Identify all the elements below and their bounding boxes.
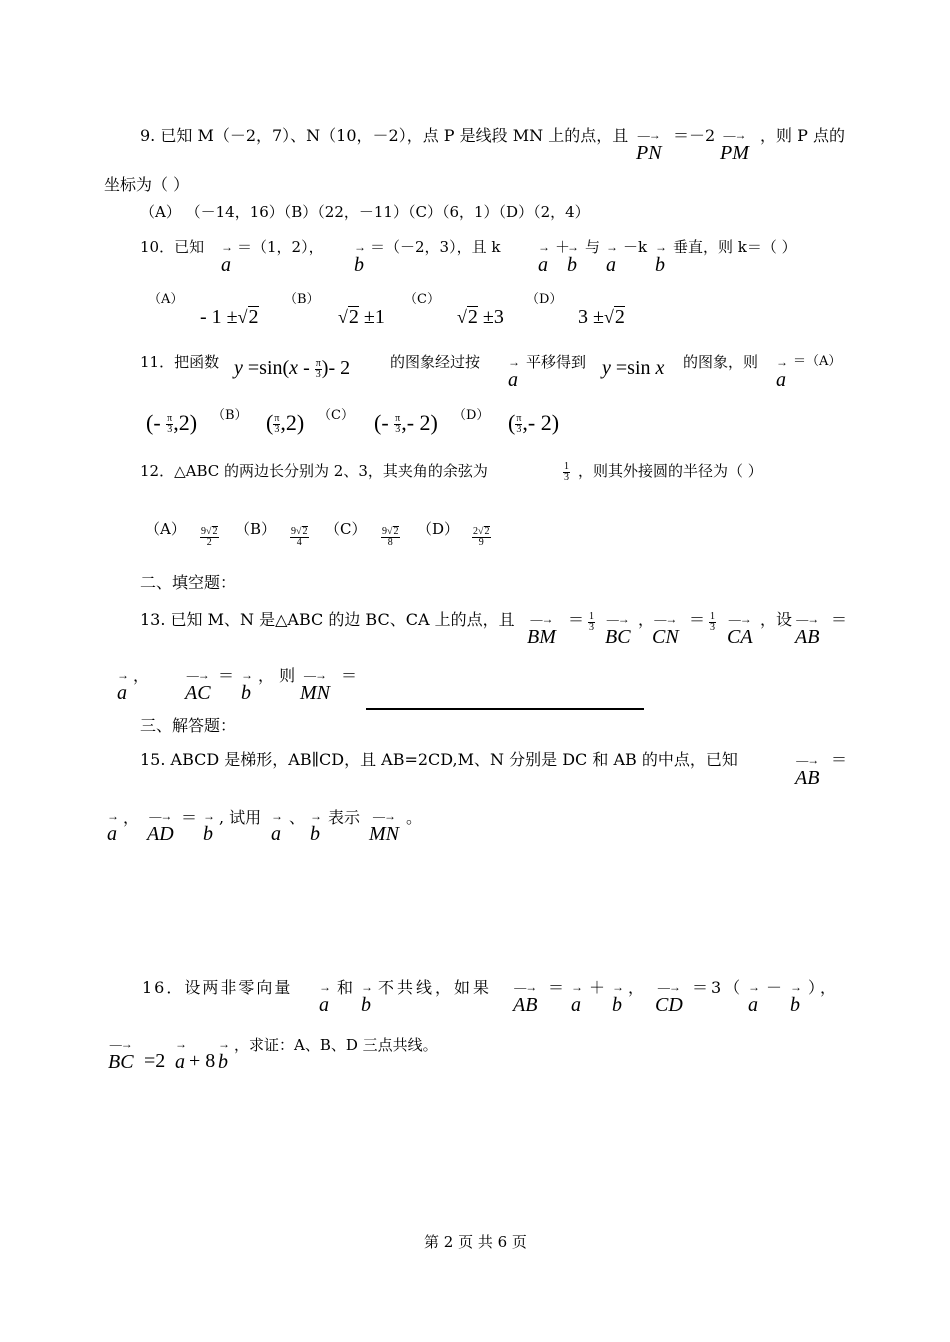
vector-mn: —→ MN xyxy=(300,668,330,704)
q13-text-4: ， 则 xyxy=(258,666,296,685)
q10-text-4: ＋ xyxy=(555,238,571,256)
q15-text-3: , 试用 xyxy=(219,808,262,827)
q16-text-2: 和 xyxy=(337,978,354,997)
vector-b: → b xyxy=(354,240,365,276)
vector-mn: —→ MN xyxy=(369,809,399,845)
q10-text-1: 10．已知 xyxy=(140,238,205,256)
vector-b: → b xyxy=(241,668,252,704)
vector-a: → a xyxy=(606,240,617,276)
q16-text-3: 不共线，如果 xyxy=(378,978,493,997)
q15-text-6: 。 xyxy=(406,808,423,827)
section-fill-in-heading: 二、填空题： xyxy=(140,573,237,592)
q10-answer-a: - 1 ±√2 xyxy=(200,306,259,328)
q12-option-d-label: （D） xyxy=(417,520,460,538)
q12-tail: ，则其外接圆的半径为（ ） xyxy=(578,462,763,480)
q13-eq-5: ＝ xyxy=(341,666,358,685)
vector-ac: —→ AC xyxy=(185,668,211,704)
q12-answer-a: $\frac{9√2}{2}$ xyxy=(201,526,218,548)
vector-a: → a xyxy=(571,980,582,1016)
q10-text-3: ＝（－2，3），且 k xyxy=(370,238,501,256)
q12-option-c-label: （C） xyxy=(325,520,367,538)
q15-text-4: 、 xyxy=(289,808,306,827)
q10-option-d-label: （D） xyxy=(526,292,563,307)
vector-a: → a xyxy=(107,809,118,845)
q11-answer-a: (- $\frac{\pi}{3}$ ,2) xyxy=(146,410,198,436)
q13-text-3: ， xyxy=(133,666,150,685)
q11-option-b-label: （B） xyxy=(212,408,248,423)
vector-b: → b xyxy=(567,240,578,276)
vector-a: → a xyxy=(748,980,759,1016)
q11-text-2: 的图象经过按 xyxy=(390,353,481,371)
q11-option-c-label: （C） xyxy=(318,408,354,423)
vector-b: → b xyxy=(218,1037,229,1073)
q10-text-7: 垂直，则 k＝（ ） xyxy=(673,238,797,256)
vector-b: → b xyxy=(655,240,666,276)
q10-text-6: －k xyxy=(623,238,648,256)
vector-ad: —→ AD xyxy=(147,809,174,845)
vector-cn: —→ CN xyxy=(652,612,679,648)
vector-a: → a xyxy=(538,240,549,276)
vector-a: → a xyxy=(117,668,128,704)
vector-a: → a xyxy=(271,809,282,845)
q12-answer-d: $\frac{2√2}{9}$ xyxy=(473,526,490,548)
q13-eq-3: ＝ xyxy=(831,610,848,629)
vector-a: → a xyxy=(221,240,232,276)
q10-text-5: 与 xyxy=(585,238,601,256)
q16-text-1: 16．设两非零向量 xyxy=(142,978,293,997)
q12-answer-b: $\frac{9√2}{4}$ xyxy=(291,526,308,548)
q11-answer-c: (- $\frac{\pi}{3}$ ,- 2) xyxy=(374,410,438,436)
vector-bc: —→ BC xyxy=(605,612,631,648)
answer-blank[interactable] xyxy=(366,708,644,710)
q13-comma: ， xyxy=(638,610,655,629)
q16-minus: － xyxy=(766,978,783,997)
q9-line2: 坐标为（ ） xyxy=(104,175,190,194)
q9-eq: ＝－2 xyxy=(673,126,716,145)
vector-ab: —→ AB xyxy=(795,753,820,789)
q16-bc-eq: =2 xyxy=(144,1050,166,1072)
q12-fraction-1-3: $\frac{1}{3}$ xyxy=(564,461,569,483)
vector-pm: —→ PM xyxy=(720,128,749,164)
q15-text-2: ， xyxy=(123,808,140,827)
q12-option-a-label: （A） xyxy=(145,520,186,538)
q10-answer-d: 3 ±√2 xyxy=(578,306,625,328)
q10-text-2: ＝（1，2）， xyxy=(237,238,324,256)
vector-bc: —→ BC xyxy=(108,1037,134,1073)
q9-text-b: ，则 P 点的 xyxy=(760,126,845,145)
q13-eq-4: ＝ xyxy=(218,666,235,685)
vector-ca: —→ CA xyxy=(727,612,753,648)
q10-answer-c: √2 ±3 xyxy=(457,306,504,328)
page-footer: 第 2 页 共 6 页 xyxy=(424,1233,527,1251)
q9-text-a: 9. 已知 M（－2，7）、N（10，－2），点 P 是线段 MN 上的点，且 xyxy=(140,126,629,145)
vector-b: → b xyxy=(203,809,214,845)
q9-options: （A） （－14，16）（B）（22，－11）（C）（6，1）（D）（2，4） xyxy=(140,203,590,221)
q15-text-1: 15. ABCD 是梯形，AB∥CD，且 AB=2CD,M、N 分别是 DC 和 AB 的中点，已知 xyxy=(140,750,738,769)
q16-text-6: ，求证：A、B、D 三点共线。 xyxy=(234,1036,438,1054)
q13-text-1: 13. 已知 M、N 是△ABC 的边 BC、CA 上的点，且 xyxy=(140,610,515,629)
vector-a: → a xyxy=(175,1037,186,1073)
q16-eq-1: ＝ xyxy=(548,978,565,997)
q11-text-4: 的图象，则 xyxy=(683,353,759,371)
q11-function-1: y =sin(x - $\frac{\pi}{3}$ )- 2 xyxy=(234,357,351,380)
vector-cd: —→ CD xyxy=(655,980,683,1016)
q15-text-5: 表示 xyxy=(328,808,361,827)
vector-b: → b xyxy=(612,980,623,1016)
q13-eq-1: ＝ xyxy=(568,610,585,629)
q13-fraction-1: $\frac{1}{3}$ xyxy=(589,611,594,633)
q11-function-2: y =sin x xyxy=(602,357,665,379)
vector-a: → a xyxy=(776,355,787,391)
vector-pn: —→ PN xyxy=(636,128,662,164)
q13-fraction-2: $\frac{1}{3}$ xyxy=(710,611,715,633)
q10-option-c-label: （C） xyxy=(404,292,440,307)
q11-answer-b: ( $\frac{\pi}{3}$ ,2) xyxy=(266,410,305,436)
q10-option-b-label: （B） xyxy=(284,292,320,307)
q16-bc-plus: + 8 xyxy=(189,1050,216,1072)
vector-ab: —→ AB xyxy=(513,980,538,1016)
vector-ab: —→ AB xyxy=(795,612,820,648)
q16-text-4: ， xyxy=(628,978,645,997)
section-solution-heading: 三、解答题： xyxy=(140,716,237,735)
vector-a: → a xyxy=(319,980,330,1016)
q15-eq-2: ＝ xyxy=(181,808,198,827)
vector-bm: —→ BM xyxy=(527,612,556,648)
q13-eq-2: ＝ xyxy=(689,610,706,629)
q11-text-3: 平移得到 xyxy=(526,353,587,371)
q11-text-1: 11．把函数 xyxy=(140,353,220,371)
q11-text-5: ＝（A） xyxy=(793,354,842,369)
q10-option-a-label: （A） xyxy=(148,292,184,307)
vector-b: → b xyxy=(790,980,801,1016)
q11-answer-d: ( $\frac{\pi}{3}$ ,- 2) xyxy=(508,410,560,436)
q15-eq-1: ＝ xyxy=(831,750,848,769)
q16-plus: ＋ xyxy=(589,978,606,997)
vector-b: → b xyxy=(361,980,372,1016)
q10-answer-b: √2 ±1 xyxy=(338,306,385,328)
q12-answer-c: $\frac{9√2}{8}$ xyxy=(382,526,399,548)
vector-a: → a xyxy=(508,355,519,391)
q16-text-5: ）， xyxy=(808,978,841,997)
q12-text: 12．△ABC 的两边长分别为 2、3，其夹角的余弦为 xyxy=(140,462,488,480)
vector-b: → b xyxy=(310,809,321,845)
q16-eq-2: ＝3（ xyxy=(692,978,744,997)
q11-option-d-label: （D） xyxy=(453,408,490,423)
q13-text-2: ，设 xyxy=(760,610,793,629)
q12-option-b-label: （B） xyxy=(235,520,277,538)
